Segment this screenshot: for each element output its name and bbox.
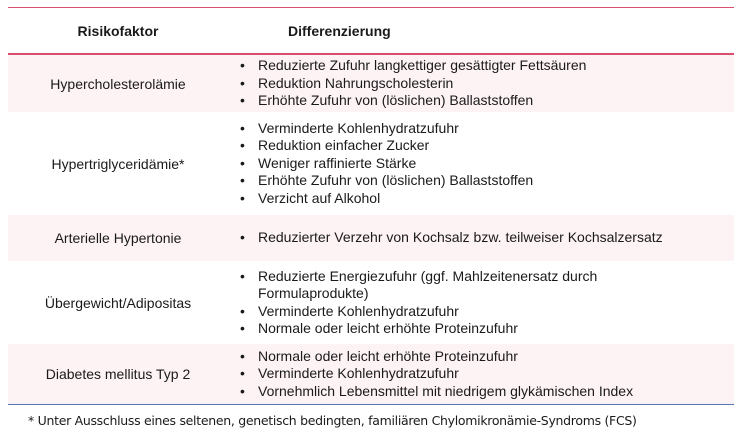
diff-list — [240, 348, 633, 400]
list-item: • Weniger raffinierte Stärke — [240, 155, 533, 172]
list-item: • Erhöhte Zufuhr von (löslichen) Ballaststoffen — [240, 92, 586, 109]
table-header — [8, 8, 734, 55]
diff-list — [240, 120, 533, 207]
list-item: • Reduzierte Zufuhr langkettiger gesättigter Fettsäuren — [240, 57, 586, 74]
risk-cell: Diabetes mellitus Typ 2 — [45, 366, 191, 382]
list-item: • Verminderte Kohlenhydratzufuhr — [240, 303, 660, 320]
risk-cell: Arterielle Hypertonie — [54, 230, 182, 246]
footnote: * Unter Ausschluss eines seltenen, genetisch bedingten, familiären Chylomikronämie-Syndroms (FCS) — [28, 413, 637, 428]
table-row — [8, 55, 734, 112]
list-item: • Reduzierte Energiezufuhr (ggf. Mahlzeitenersatz durch Formulaprodukte) — [240, 268, 660, 303]
list-item: • Normale oder leicht erhöhte Proteinzufuhr — [240, 320, 660, 337]
risk-cell: Übergewicht/Adipositas — [44, 294, 192, 311]
list-item: • Verminderte Kohlenhydratzufuhr — [240, 120, 533, 137]
list-item: • Reduktion Nahrungscholesterin — [240, 75, 586, 92]
list-item: • Vornehmlich Lebensmittel mit niedrigem glykämischen Index — [240, 383, 633, 400]
list-item: • Erhöhte Zufuhr von (löslichen) Ballaststoffen — [240, 172, 533, 189]
list-item: • Reduktion einfacher Zucker — [240, 137, 533, 154]
header-risk: Risikofaktor — [77, 22, 159, 39]
list-item: • Normale oder leicht erhöhte Proteinzufuhr — [240, 348, 633, 365]
diff-list — [240, 229, 663, 246]
table-row — [8, 112, 734, 215]
risk-cell: Hypertriglyceridämie* — [51, 155, 185, 172]
table-row — [8, 261, 734, 344]
header-diff: Differenzierung — [288, 22, 391, 39]
risk-factor-table — [8, 7, 734, 405]
list-item: • Reduzierter Verzehr von Kochsalz bzw. teilweiser Kochsalzersatz — [240, 229, 663, 246]
bottom-divider — [8, 404, 734, 405]
risk-cell: Hypercholesterolämie — [50, 75, 186, 92]
diff-list — [240, 268, 660, 338]
table-row — [8, 215, 734, 261]
table-row — [8, 344, 734, 404]
list-item: • Verminderte Kohlenhydratzufuhr — [240, 365, 633, 382]
list-item: • Verzicht auf Alkohol — [240, 190, 533, 207]
diff-list — [240, 57, 586, 109]
